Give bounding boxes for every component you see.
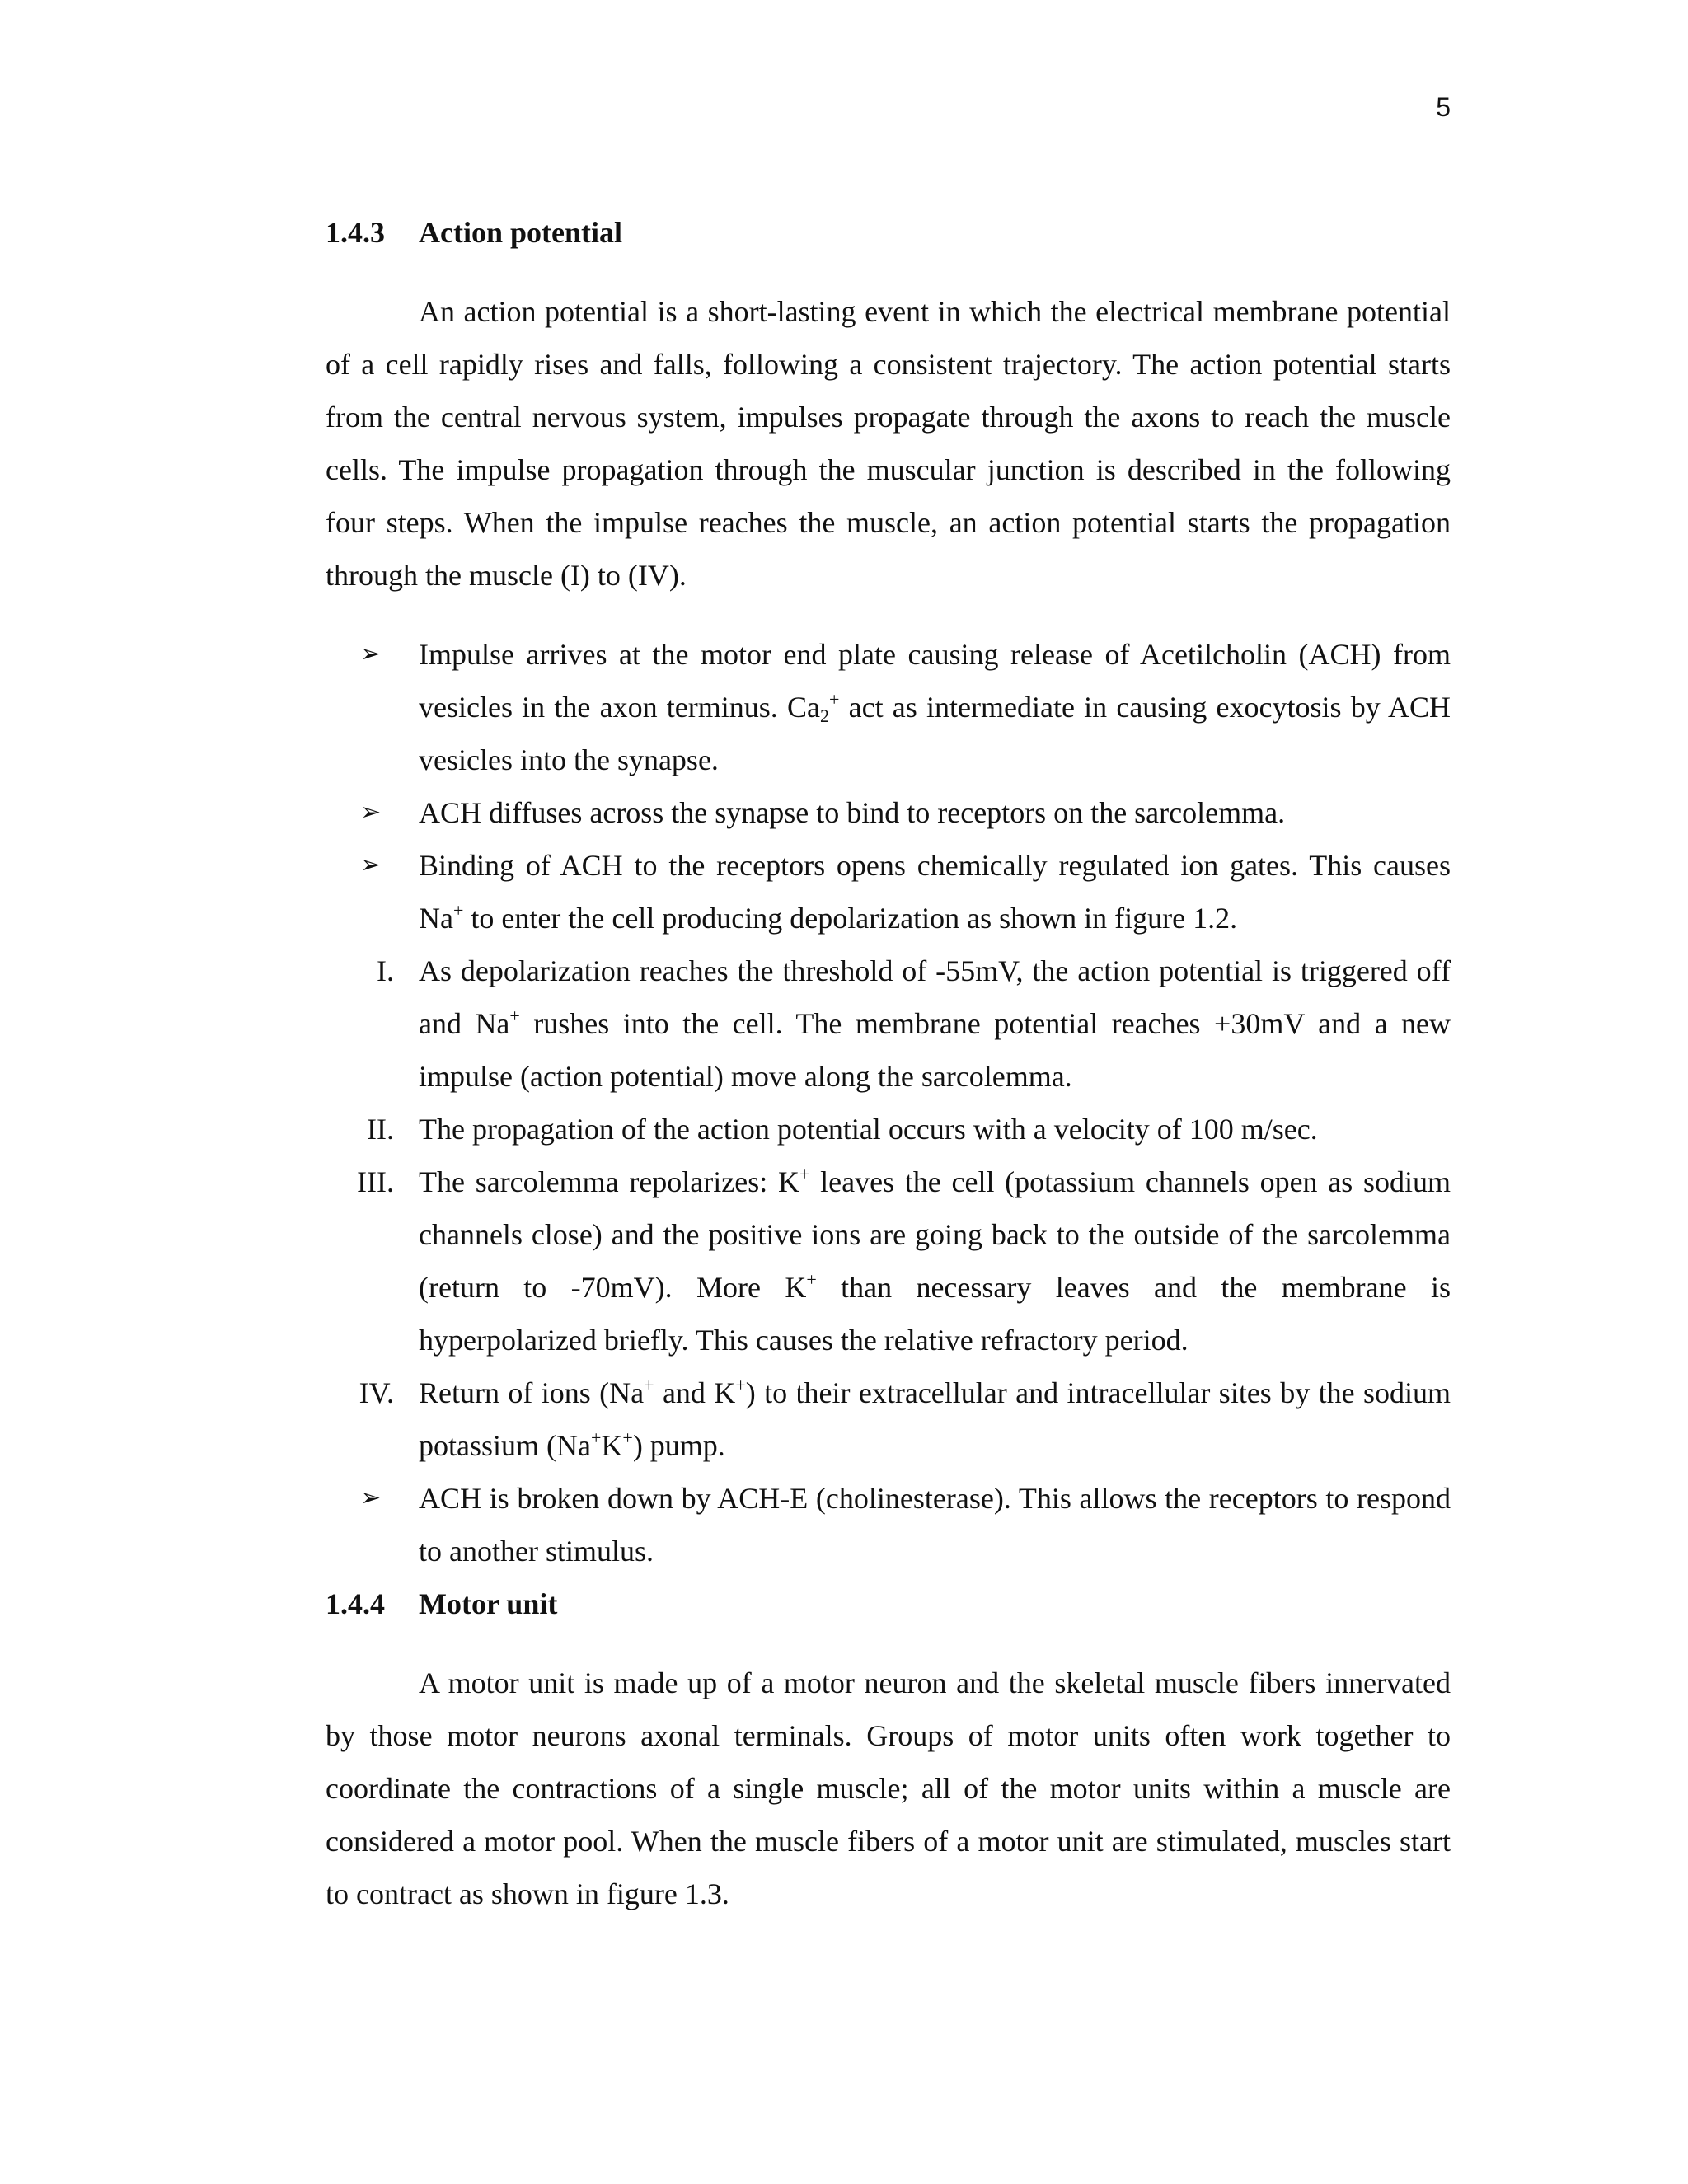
list-item-text: As depolarization reaches the threshold of -55mV, the action potential is triggered off and Na+ rushes into the cell. The membrane potential reaches +30mV and a new impulse (action potential) move along the sarcolemma. <box>419 954 1451 1093</box>
section-number: 1.4.3 <box>326 216 385 249</box>
list-item-text: Return of ions (Na+ and K+) to their extracellular and intracellular sites by the sodium potassium (Na+K+) pump. <box>419 1375 1451 1462</box>
list-item <box>326 839 1451 944</box>
section-title: Motor unit <box>419 1587 558 1620</box>
section-title: Action potential <box>419 216 622 249</box>
list-item <box>326 786 1451 839</box>
list-item <box>326 1155 1451 1366</box>
impulse-steps-list <box>326 628 1451 1577</box>
list-item <box>326 1366 1451 1472</box>
list-item <box>326 1472 1451 1577</box>
roman-numeral-marker: IV. <box>359 1376 394 1409</box>
document-body <box>326 206 1451 1920</box>
page-number: 5 <box>1436 92 1451 122</box>
list-item-text: Impulse arrives at the motor end plate causing release of Acetilcholin (ACH) from vesicles in the axon terminus. $Ca_2^+$ act as intermediate in causing exocytosis by ACH vesicles into the synapse. <box>419 638 1451 776</box>
list-item-text: The sarcolemma repolarizes: K+ leaves the cell (potassium channels open as sodium channels close) and the positive ions are going back to the outside of the sarcolemma (return to -70mV). More K+ than necessary leaves and the membrane is hyperpolarized briefly. This causes the relative refractory period. <box>419 1164 1451 1357</box>
list-item <box>326 944 1451 1103</box>
arrow-bullet-icon: ➢ <box>360 640 382 668</box>
list-item-text: ACH is broken down by ACH-E (cholinesterase). This allows the receptors to respond to another stimulus. <box>419 1482 1451 1568</box>
list-item-text: The propagation of the action potential occurs with a velocity of 100 m/sec. <box>419 1113 1318 1146</box>
section-heading-1-4-4 <box>326 1577 1451 1630</box>
section-number: 1.4.4 <box>326 1587 385 1620</box>
list-item-text: ACH diffuses across the synapse to bind to receptors on the sarcolemma. <box>419 796 1286 829</box>
arrow-bullet-icon: ➢ <box>360 1483 382 1512</box>
list-item-text: Binding of ACH to the receptors opens chemically regulated ion gates. This causes Na+ to enter the cell producing depolarization as shown in figure 1.2. <box>419 849 1451 935</box>
arrow-bullet-icon: ➢ <box>360 798 382 827</box>
motor-unit-paragraph: A motor unit is made up of a motor neuron and the skeletal muscle fibers innervated by those motor neurons axonal terminals. Groups of motor units often work together to coordinate the contractions of a single muscle; all of the motor units within a muscle are considered a motor pool. When the muscle fibers of a motor unit are stimulated, muscles start to contract as shown in figure 1.3. <box>326 1666 1451 1910</box>
roman-numeral-marker: III. <box>357 1165 394 1198</box>
roman-numeral-marker: I. <box>377 954 394 987</box>
section-heading-1-4-3 <box>326 206 1451 259</box>
arrow-bullet-icon: ➢ <box>360 851 382 879</box>
roman-numeral-marker: II. <box>367 1113 394 1146</box>
list-item <box>326 1103 1451 1155</box>
action-potential-paragraph: An action potential is a short-lasting event in which the electrical membrane potential of a cell rapidly rises and falls, following a consistent trajectory. The action potential starts from the central nervous system, impulses propagate through the axons to reach the muscle cells. The impulse propagation through the muscular junction is described in the following four steps. When the impulse reaches the muscle, an action potential starts the propagation through the muscle (I) to (IV). <box>326 295 1451 592</box>
list-item <box>326 628 1451 786</box>
